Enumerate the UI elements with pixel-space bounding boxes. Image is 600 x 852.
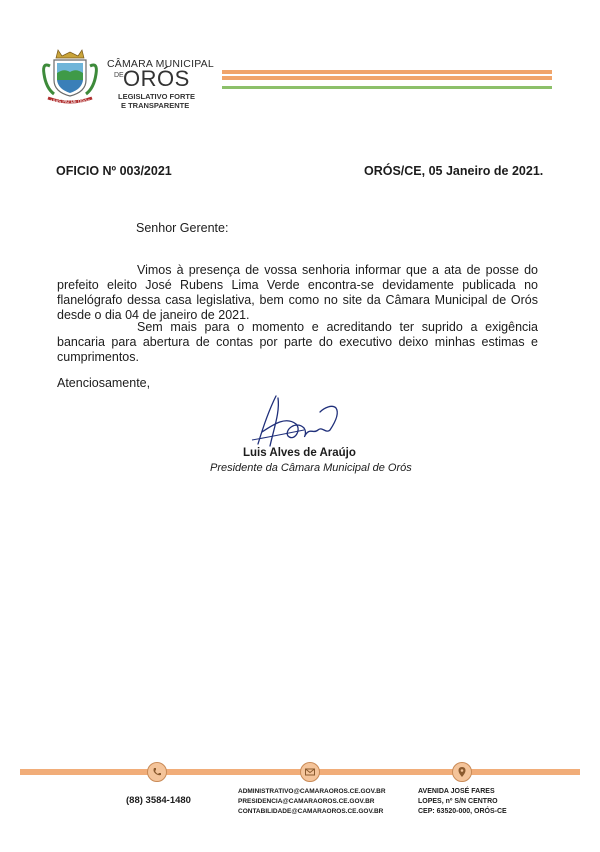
body-paragraph-1: Vimos à presença de vossa senhoria informar que a ata de posse do prefeito eleito José Rubens Lima Verde encontra-se devidamente publicada no flanelógrafo dessa casa legislativa, bem como no site da Câmara Municipal de Orós desde o dia 04 de janeiro de 2021.	[57, 263, 538, 322]
footer-email: ADMINISTRATIVO@CAMARAOROS.CE.GOV.BR	[238, 788, 386, 795]
email-icon	[300, 762, 320, 782]
body-paragraph-2: Sem mais para o momento e acreditando ter suprido a exigência bancaria para abertura de contas por parte do executivo deixo minhas estimas e cumprimentos.	[57, 320, 538, 364]
greeting: Senhor Gerente:	[136, 221, 229, 235]
signer-role: Presidente da Câmara Municipal de Orós	[210, 462, 412, 474]
footer-email: CONTABILIDADE@CAMARAOROS.CE.GOV.BR	[238, 808, 384, 815]
closing: Atenciosamente,	[57, 376, 151, 390]
address-line: AVENIDA JOSÉ FARES	[418, 788, 495, 795]
place-date: ORÓS/CE, 05 Janeiro de 2021.	[364, 164, 544, 178]
footer-email: PRESIDENCIA@CAMARAOROS.CE.GOV.BR	[238, 798, 375, 805]
header-stripe-orange-2	[222, 76, 552, 80]
document-reference: OFICIO Nº 003/2021	[56, 164, 172, 178]
footer-address	[418, 787, 507, 817]
footer-emails	[238, 787, 386, 817]
header-stripe-green	[222, 86, 552, 89]
tagline-line-1: LEGISLATIVO FORTE	[118, 92, 195, 101]
phone-icon	[147, 762, 167, 782]
tagline-line-2: E TRANSPARENTE	[121, 101, 190, 110]
municipal-seal-icon	[40, 44, 100, 106]
org-name: CÂMARA MUNICIPAL	[107, 58, 214, 70]
handwritten-signature	[244, 394, 354, 452]
address-line: LOPES, nº S/N CENTRO	[418, 798, 498, 805]
org-name-connector: DE	[114, 72, 124, 79]
city-name: ORÓS	[123, 66, 190, 91]
address-line: CEP: 63520-000, ORÓS-CE	[418, 808, 507, 815]
svg-text:ARAS PIO DE ORÓS: ARAS PIO DE ORÓS	[49, 99, 91, 104]
location-icon	[452, 762, 472, 782]
signer-name: Luis Alves de Araújo	[243, 447, 356, 459]
header-stripe-orange-1	[222, 70, 552, 74]
footer-phone: (88) 3584-1480	[126, 795, 191, 806]
